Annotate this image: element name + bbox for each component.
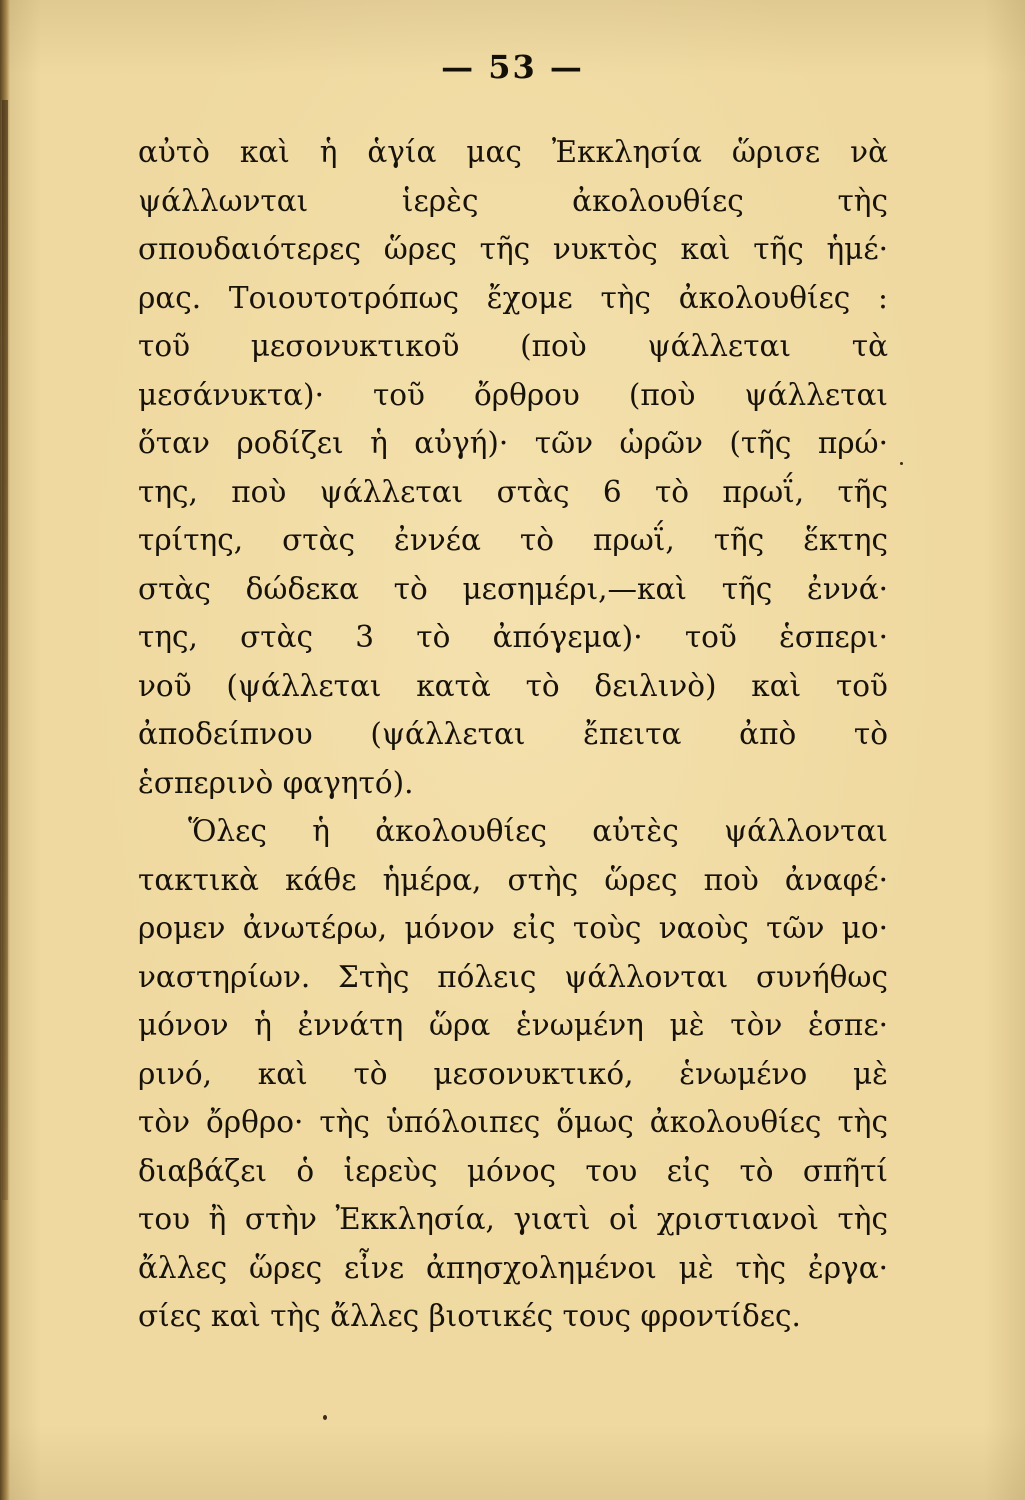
text-line: ρινό, καὶ τὸ μεσονυκτικό, ἑνωμένο μὲ [138, 1056, 888, 1091]
paragraph-1 [138, 128, 888, 807]
text-line: ἄλλες ὥρες εἶνε ἀπησχολημένοι μὲ τὴς ἐργα· [138, 1250, 888, 1285]
text-line: νοῦ (ψάλλεται κατὰ τὸ δειλινὸ) καὶ τοῦ [138, 668, 888, 703]
text-line: της, στὰς 3 τὸ ἀπόγεμα)· τοῦ ἑσπερι· [138, 620, 888, 654]
text-line: τοῦ μεσονυκτικοῦ (ποὺ ψάλλεται τὰ [138, 329, 888, 363]
text-line: τὸν ὄρθρο· τὴς ὑπόλοιπες ὅμως ἀκολουθίες τὴς [138, 1105, 888, 1139]
text-line: στὰς δώδεκα τὸ μεσημέρι,—καὶ τῆς ἐννά· [138, 571, 888, 606]
text-line: της, ποὺ ψάλλεται στὰς 6 τὸ πρωΐ, τῆς [138, 474, 888, 509]
text-line: ψάλλωνται ἱερὲς ἀκολουθίες τὴς [138, 183, 888, 218]
text-line: μόνον ἡ ἐννάτη ὥρα ἑνωμένη μὲ τὸν ἑσπε· [138, 1008, 888, 1042]
text-line: ἀποδείπνου (ψάλλεται ἔπειτα ἀπὸ τὸ [138, 717, 888, 751]
text-line: του ἢ στὴν Ἐκκλησία, γιατὶ οἱ χριστιανοὶ τὴς [138, 1202, 888, 1236]
text-line: σίες καὶ τὴς ἄλλες βιοτικές τους φροντίδες. [138, 1299, 801, 1333]
text-line: τακτικὰ κάθε ἡμέρα, στὴς ὥρες ποὺ ἀναφέ· [138, 862, 888, 897]
text-line: σπουδαιότερες ὥρες τῆς νυκτὸς καὶ τῆς ἡμέ· [138, 232, 888, 266]
text-line: τρίτης, στὰς ἐννέα τὸ πρωΐ, τῆς ἕκτης [138, 523, 888, 557]
text-line: ἑσπερινὸ φαγητό). [138, 765, 414, 800]
text-line: αὐτὸ καὶ ἡ ἁγία μας Ἐκκλησία ὥρισε νὰ [138, 135, 888, 169]
ink-speck [900, 462, 903, 465]
ink-speck [323, 1415, 327, 1420]
binding-edge [2, 100, 8, 1200]
text-line: ρας. Τοιουτοτρόπως ἔχομε τὴς ἀκολουθίες : [138, 280, 888, 315]
text-line: Ὅλες ἡ ἀκολουθίες αὐτὲς ψάλλονται [188, 814, 888, 848]
text-line: διαβάζει ὁ ἱερεὺς μόνος του εἰς τὸ σπῆτί [138, 1153, 888, 1188]
text-line: ρομεν ἀνωτέρω, μόνον εἰς τοὺς ναοὺς τῶν μο· [138, 911, 888, 945]
body-text [138, 128, 888, 1341]
text-line: ὅταν ροδίζει ἡ αὐγή)· τῶν ὡρῶν (τῆς πρώ· [138, 426, 888, 460]
text-line: μεσάνυκτα)· τοῦ ὄρθρου (ποὺ ψάλλεται [138, 377, 888, 412]
text-line: ναστηρίων. Στὴς πόλεις ψάλλονται συνήθως [138, 959, 888, 994]
page-number: — 53 — [441, 48, 584, 86]
paragraph-2 [138, 807, 888, 1341]
